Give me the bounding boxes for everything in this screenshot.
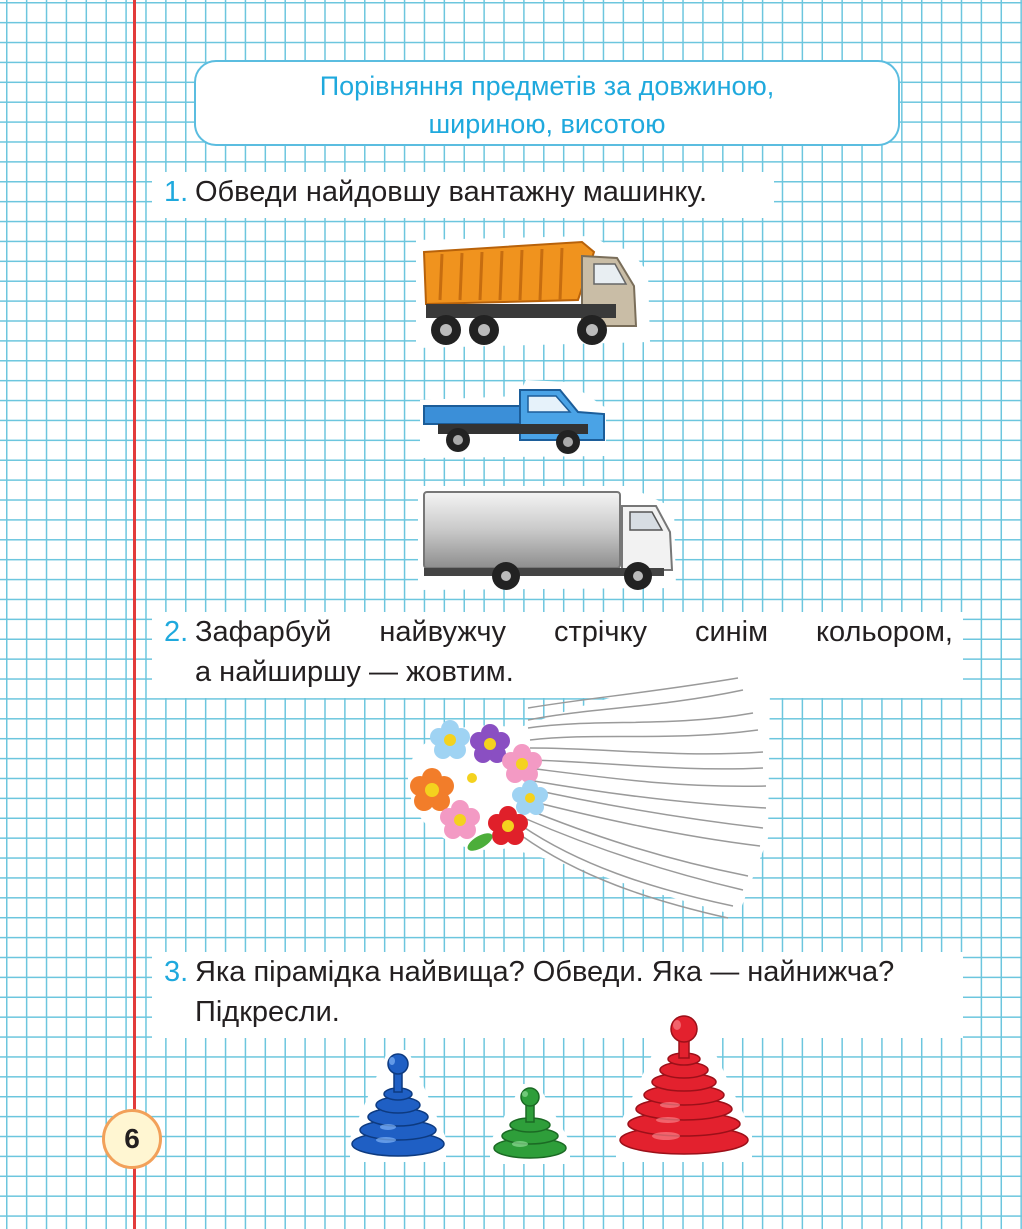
task-2-word: Зафарбуй xyxy=(195,616,332,648)
silver-box-truck-image[interactable] xyxy=(416,484,678,596)
task-1-text: Обведи найдовшу вантажну машинку. xyxy=(195,176,708,208)
page-number: 6 xyxy=(102,1109,162,1169)
task-2-text-line1 xyxy=(195,612,953,652)
lesson-title-line1: Порівняння предметів за довжиною, xyxy=(319,71,775,101)
lesson-title-line2: шириною, висотою xyxy=(428,109,666,139)
blue-truck-image[interactable] xyxy=(418,378,610,464)
task-2-word: синім xyxy=(694,616,769,648)
notebook-margin-line xyxy=(133,0,136,1229)
task-1-number: 1. xyxy=(164,176,189,208)
green-pyramid-toy-image[interactable] xyxy=(488,1084,572,1164)
task-2-word: стрічку xyxy=(554,616,647,648)
task-3-text-line1: Яка пірамідка найвища? Обведи. Яка — найнижча? xyxy=(195,956,895,988)
blue-pyramid-toy-image[interactable] xyxy=(348,1050,448,1162)
task-2-number: 2. xyxy=(164,616,189,648)
task-2-word: кольором, xyxy=(816,616,953,648)
task-3 xyxy=(152,952,963,1038)
task-3-number: 3. xyxy=(164,956,189,988)
red-pyramid-toy-image[interactable] xyxy=(614,1012,754,1162)
task-2-word: найвужчу xyxy=(379,616,507,648)
task-3-text-line2: Підкресли. xyxy=(195,996,340,1028)
task-3-text xyxy=(195,952,953,1032)
task-1 xyxy=(152,172,774,218)
lesson-title-box xyxy=(194,60,900,146)
flower-bouquet-ribbons-image[interactable] xyxy=(398,668,778,924)
task-2-text-line2: а найширшу — жовтим. xyxy=(195,656,514,688)
orange-dump-truck-image[interactable] xyxy=(412,232,652,357)
